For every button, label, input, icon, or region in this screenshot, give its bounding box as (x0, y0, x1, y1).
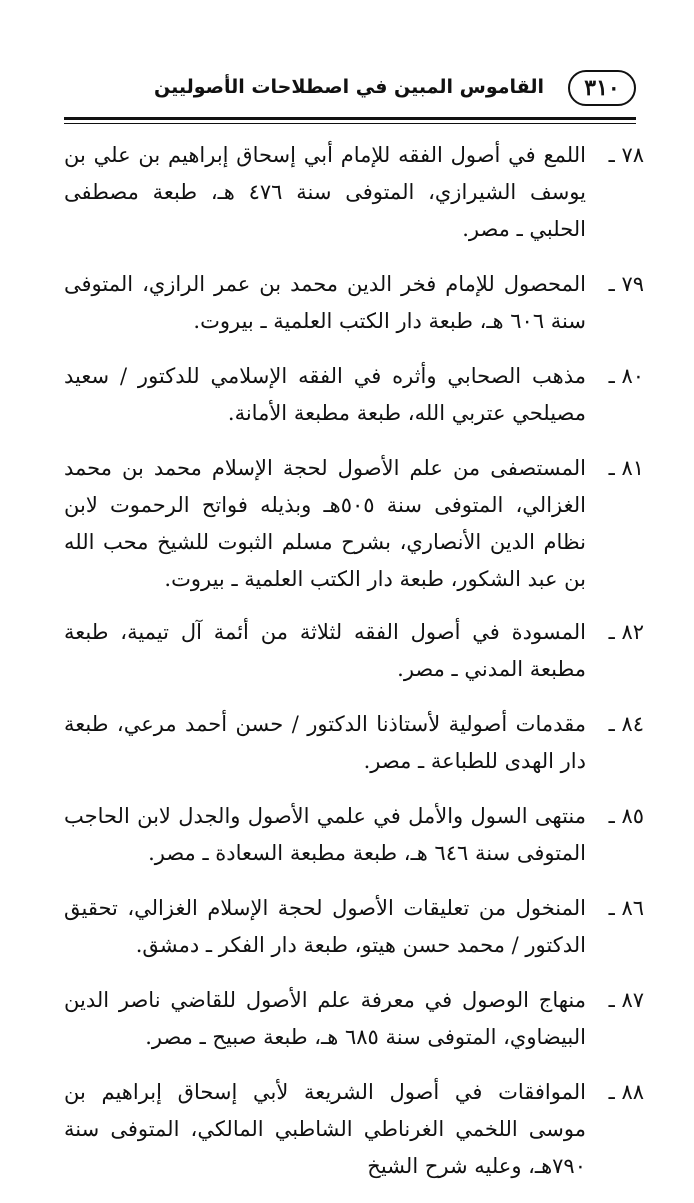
entry-text: منتهى السول والأمل في علمي الأصول والجدل لابن الحاجب المتوفى سنة ٦٤٦ هـ، طبعة مطبعة السعادة ـ مصر. (64, 804, 586, 865)
entry-number: ٨٤ ـ (608, 712, 644, 736)
entry-text: مقدمات أصولية لأستاذنا الدكتور / حسن أحمد مرعي، طبعة دار الهدى للطباعة ـ مصر. (64, 712, 586, 773)
bibliography-entry (64, 982, 644, 1056)
entry-number: ٨٧ ـ (608, 988, 644, 1012)
entry-text: المحصول للإمام فخر الدين محمد بن عمر الرازي، المتوفى سنة ٦٠٦ هـ، طبعة دار الكتب العلمية ـ بيروت. (64, 272, 586, 333)
entry-text: المنخول من تعليقات الأصول لحجة الإسلام الغزالي، تحقيق الدكتور / محمد حسن هيتو، طبعة دار الفكر ـ دمشق. (64, 896, 586, 957)
entry-number: ٨٥ ـ (608, 804, 644, 828)
entry-text: مذهب الصحابي وأثره في الفقه الإسلامي للدكتور / سعيد مصيلحي عتربي الله، طبعة مطبعة الأمانة. (64, 364, 586, 425)
entry-number: ٨١ ـ (608, 456, 644, 480)
bibliography-entry (64, 137, 644, 248)
bibliography-entry (64, 266, 644, 340)
bibliography-entry (64, 614, 644, 688)
page-number: ٣١٠ (568, 70, 636, 106)
bibliography-entry (64, 706, 644, 780)
bibliography-entry (64, 798, 644, 872)
entry-number: ٨٨ ـ (608, 1080, 644, 1104)
header-rule-thick (64, 117, 636, 120)
entry-text: المسودة في أصول الفقه لثلاثة من أئمة آل تيمية، طبعة مطبعة المدني ـ مصر. (64, 620, 586, 681)
entry-number: ٨٠ ـ (608, 364, 644, 388)
entry-number: ٧٨ ـ (608, 143, 644, 167)
entry-number: ٨٦ ـ (608, 896, 644, 920)
entry-text: المستصفى من علم الأصول لحجة الإسلام محمد بن محمد الغزالي، المتوفى سنة ٥٠٥هـ وبذيله فواتح الرحموت لابن نظام الدين الأنصاري، بشرح مسلم الثبوت للشيخ محب الله بن عبد الشكور، طبعة دار الكتب العلمية ـ بيروت. (64, 456, 586, 591)
bibliography-entry (64, 450, 644, 598)
entry-number: ٨٢ ـ (608, 620, 644, 644)
bibliography-list (64, 137, 644, 1203)
entry-text: اللمع في أصول الفقه للإمام أبي إسحاق إبراهيم بن علي بن يوسف الشيرازي، المتوفى سنة ٤٧٦ هـ، طبعة مصطفى الحلبي ـ مصر. (64, 143, 586, 241)
header-rule-thin (64, 123, 636, 124)
bibliography-entry (64, 1074, 644, 1185)
bibliography-entry (64, 358, 644, 432)
entry-number: ٧٩ ـ (608, 272, 644, 296)
entry-text: الموافقات في أصول الشريعة لأبي إسحاق إبراهيم بن موسى اللخمي الغرناطي الشاطبي المالكي، المتوفى سنة ٧٩٠هـ، وعليه شرح الشيخ (64, 1080, 586, 1178)
entry-text: منهاج الوصول في معرفة علم الأصول للقاضي ناصر الدين البيضاوي، المتوفى سنة ٦٨٥ هـ، طبعة صبيح ـ مصر. (64, 988, 586, 1049)
book-title: القاموس المبين في اصطلاحات الأصوليين (154, 76, 544, 98)
bibliography-entry (64, 890, 644, 964)
running-header (64, 64, 636, 118)
